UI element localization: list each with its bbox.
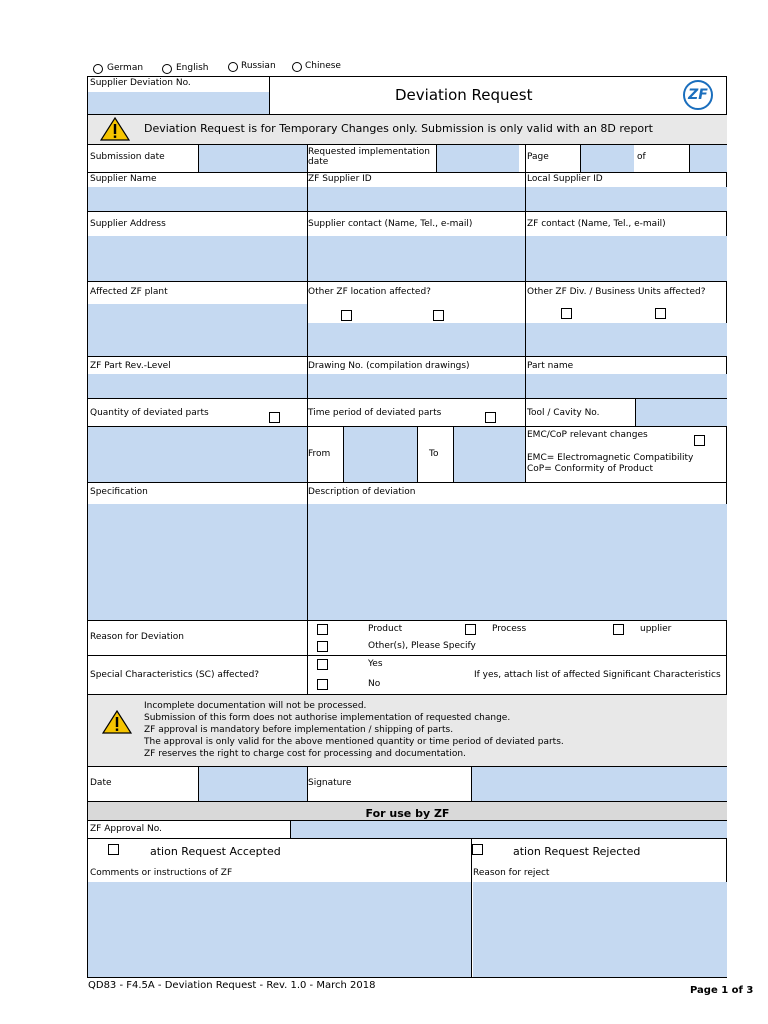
other-location-no-checkbox[interactable]	[433, 310, 444, 321]
document-reference: QD83 - F4.5A - Deviation Request - Rev. 1.0 - March 2018	[88, 980, 376, 991]
from-label: From	[308, 449, 331, 459]
note-line: ZF approval is mandatory before implementation / shipping of parts.	[144, 725, 454, 735]
time-period-checkbox[interactable]	[485, 412, 496, 423]
reason-product-label: Product	[368, 624, 403, 634]
note-line: The approval is only valid for the above mentioned quantity or time period of deviated parts.	[144, 737, 564, 747]
cop-definition: CoP= Conformity of Product	[527, 464, 654, 474]
reason-supplier-checkbox[interactable]	[613, 624, 624, 635]
part-name-field[interactable]	[526, 374, 727, 398]
supplier-deviation-no-label: Supplier Deviation No.	[90, 78, 191, 88]
language-german-label: German	[107, 63, 144, 73]
comments-field[interactable]	[88, 882, 471, 977]
reason-process-label: Process	[492, 624, 527, 634]
specification-label: Specification	[90, 487, 148, 497]
reason-process-checkbox[interactable]	[465, 624, 476, 635]
sc-yes-label: Yes	[368, 659, 383, 669]
drawing-no-label: Drawing No. (compilation drawings)	[308, 361, 470, 371]
page-number-field[interactable]	[581, 145, 634, 172]
signature-field[interactable]	[472, 767, 727, 801]
other-div-yes-checkbox[interactable]	[561, 308, 572, 319]
zf-contact-label: ZF contact (Name, Tel., e-mail)	[527, 219, 666, 229]
description-label: Description of deviation	[308, 487, 416, 497]
emc-definition: EMC= Electromagnetic Compatibility	[527, 453, 694, 463]
other-div-field[interactable]	[526, 323, 727, 356]
supplier-name-label: Supplier Name	[90, 174, 157, 184]
note-line: Submission of this form does not authorise implementation of requested change.	[144, 713, 511, 723]
requested-impl-date-label: Requested implementation date	[308, 147, 430, 167]
comments-label: Comments or instructions of ZF	[90, 868, 233, 878]
submission-date-field[interactable]	[198, 145, 307, 172]
requested-impl-date-field[interactable]	[436, 145, 519, 172]
submission-date-label: Submission date	[90, 152, 165, 162]
zf-approval-no-field[interactable]	[290, 821, 727, 838]
language-chinese-label: Chinese	[305, 61, 341, 71]
zf-supplier-id-field[interactable]	[308, 187, 525, 211]
warning-icon	[102, 710, 132, 734]
page-title: Deviation Request	[395, 86, 533, 104]
supplier-contact-field[interactable]	[308, 236, 525, 281]
sc-affected-label: Special Characteristics (SC) affected?	[90, 670, 260, 680]
affected-plant-label: Affected ZF plant	[90, 287, 168, 297]
radio-chinese[interactable]	[292, 62, 302, 72]
tool-cavity-label: Tool / Cavity No.	[527, 408, 600, 418]
date-field[interactable]	[198, 767, 307, 801]
radio-german[interactable]	[93, 64, 103, 74]
tool-cavity-field[interactable]	[636, 399, 727, 426]
radio-russian[interactable]	[228, 62, 238, 72]
supplier-address-label: Supplier Address	[90, 219, 166, 229]
description-field[interactable]	[308, 504, 727, 620]
page-label: Page	[527, 152, 549, 162]
specification-field[interactable]	[88, 504, 307, 620]
note-line: ZF reserves the right to charge cost for processing and documentation.	[144, 749, 466, 759]
other-div-label: Other ZF Div. / Business Units affected?	[527, 287, 706, 297]
rejected-checkbox[interactable]	[472, 844, 483, 855]
supplier-name-field[interactable]	[88, 187, 307, 211]
other-location-field[interactable]	[308, 323, 525, 356]
for-use-zf-title: For use by ZF	[365, 807, 450, 820]
of-label: of	[637, 152, 646, 162]
for-use-zf-bar	[88, 802, 727, 820]
reason-product-checkbox[interactable]	[317, 624, 328, 635]
from-date-field[interactable]	[344, 427, 417, 482]
part-rev-field[interactable]	[88, 374, 307, 398]
reason-label: Reason for Deviation	[90, 632, 184, 642]
note-line: Incomplete documentation will not be processed.	[144, 701, 367, 711]
other-location-label: Other ZF location affected?	[308, 287, 431, 297]
quantity-label: Quantity of deviated parts	[90, 408, 209, 418]
zf-logo	[683, 80, 713, 110]
zf-approval-no-label: ZF Approval No.	[90, 824, 162, 834]
part-name-label: Part name	[527, 361, 574, 371]
reason-reject-label: Reason for reject	[473, 868, 550, 878]
quantity-field[interactable]	[88, 427, 307, 482]
reason-others-label: Other(s), Please Specify	[368, 641, 476, 651]
emc-changes-checkbox[interactable]	[694, 435, 705, 446]
local-supplier-id-label: Local Supplier ID	[527, 174, 603, 184]
emc-changes-label: EMC/CoP relevant changes	[527, 430, 648, 440]
to-label: To	[429, 449, 439, 459]
sc-yes-checkbox[interactable]	[317, 659, 328, 670]
supplier-address-field[interactable]	[88, 236, 307, 281]
quantity-checkbox[interactable]	[269, 412, 280, 423]
affected-plant-field[interactable]	[88, 304, 307, 356]
rejected-label: ation Request Rejected	[513, 845, 641, 858]
local-supplier-id-field[interactable]	[526, 187, 727, 211]
other-location-yes-checkbox[interactable]	[341, 310, 352, 321]
language-russian-label: Russian	[241, 61, 276, 71]
supplier-contact-label: Supplier contact (Name, Tel., e-mail)	[308, 219, 473, 229]
drawing-no-field[interactable]	[308, 374, 525, 398]
zf-logo-text: ZF	[688, 87, 708, 103]
zf-contact-field[interactable]	[526, 236, 727, 281]
supplier-deviation-no-field[interactable]	[88, 92, 269, 114]
warning-icon	[100, 117, 130, 141]
signature-label: Signature	[308, 778, 352, 788]
other-div-no-checkbox[interactable]	[655, 308, 666, 319]
reason-others-checkbox[interactable]	[317, 641, 328, 652]
language-english-label: English	[176, 63, 209, 73]
sc-no-label: No	[368, 679, 381, 689]
page-total-field[interactable]	[690, 145, 727, 172]
notice-text: Deviation Request is for Temporary Changes only. Submission is only valid with an 8D report	[144, 122, 653, 135]
reason-supplier-label: upplier	[640, 624, 672, 634]
sc-note: If yes, attach list of affected Significant Characteristics	[474, 670, 721, 680]
accepted-label: ation Request Accepted	[150, 845, 281, 858]
reason-reject-field[interactable]	[473, 882, 727, 977]
to-date-field[interactable]	[454, 427, 525, 482]
zf-supplier-id-label: ZF Supplier ID	[308, 174, 372, 184]
part-rev-label: ZF Part Rev.-Level	[90, 361, 171, 371]
sc-no-checkbox[interactable]	[317, 679, 328, 690]
time-period-label: Time period of deviated parts	[308, 408, 442, 418]
accepted-checkbox[interactable]	[108, 844, 119, 855]
radio-english[interactable]	[162, 64, 172, 74]
page-of-footer: Page 1 of 3	[690, 985, 754, 996]
date-label: Date	[90, 778, 112, 788]
